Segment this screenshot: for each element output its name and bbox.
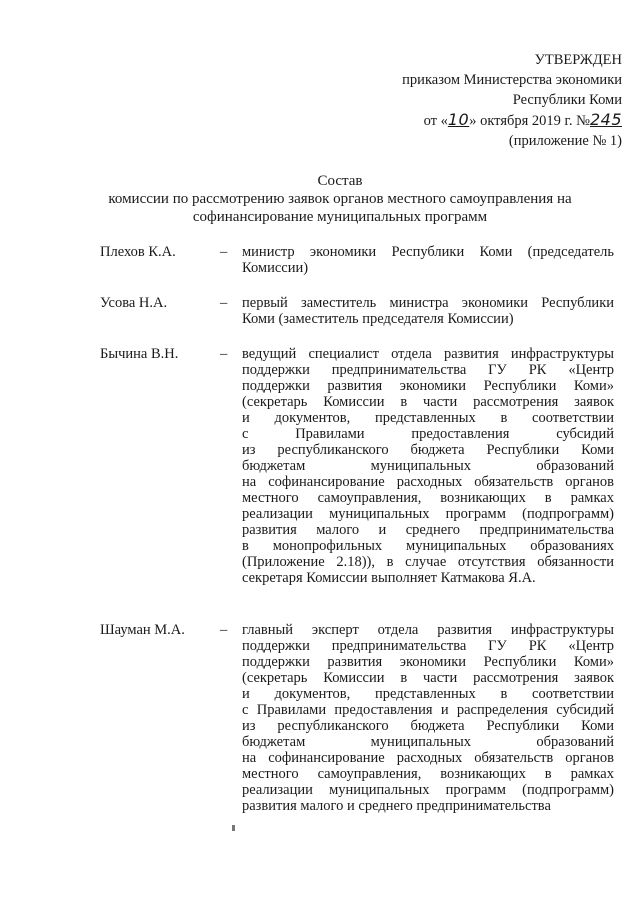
member-name: Бычина В.Н.: [100, 346, 179, 362]
role-line: (Приложение 2.18)), в случае отсутствия обязанности: [242, 554, 614, 570]
role-line: развития малого и среднего предпринимательства: [242, 522, 614, 538]
member-name: Плехов К.А.: [100, 244, 176, 260]
role-line: первый заместитель министра экономики Республики: [242, 295, 614, 311]
order-number-handwritten: 245: [589, 110, 622, 129]
member-role: [242, 346, 614, 586]
role-line: реализации муниципальных программ (подпрограмм): [242, 782, 614, 798]
approval-heading: УТВЕРЖДЕН: [534, 52, 622, 68]
document-title: [60, 172, 620, 226]
role-line: на софинансирование расходных обязательств органов: [242, 474, 614, 490]
role-line: поддержки предпринимательства ГУ РК «Центр: [242, 638, 614, 654]
member-name: Шауман М.А.: [100, 622, 185, 638]
member-dash: –: [220, 244, 228, 260]
role-line: и документов, представленных в соответствии: [242, 686, 614, 702]
role-line: с Правилами предоставления субсидий: [242, 426, 614, 442]
member-role: [242, 622, 614, 814]
role-line: Коми (заместитель председателя Комиссии): [242, 311, 514, 327]
role-line: на софинансирование расходных обязательств органов: [242, 750, 614, 766]
role-line: Комиссии): [242, 260, 309, 276]
date-middle: » октября 2019 г. №: [469, 113, 590, 129]
role-line: развития малого и среднего предпринимательства: [242, 798, 551, 814]
member-dash: –: [220, 346, 228, 362]
role-line: и документов, представленных в соответствии: [242, 410, 614, 426]
role-line: поддержки развития экономики Республики Коми»: [242, 378, 614, 394]
role-line: (секретарь Комиссии в части рассмотрения заявок: [242, 670, 614, 686]
role-line: поддержки предпринимательства ГУ РК «Центр: [242, 362, 614, 378]
role-line: из республиканского бюджета Республики Коми: [242, 718, 614, 734]
role-line: реализации муниципальных программ (подпрограмм): [242, 506, 614, 522]
member-role: [242, 295, 614, 327]
role-line: бюджетам муниципальных образований: [242, 734, 614, 750]
title-line-3: софинансирование муниципальных программ: [192, 209, 488, 225]
role-line: главный эксперт отдела развития инфраструктуры: [242, 622, 614, 638]
role-line: секретаря Комиссии выполняет Катмакова Я.А.: [242, 570, 536, 586]
role-line: местного самоуправления, возникающих в рамках: [242, 490, 614, 506]
date-prefix: от «: [423, 113, 448, 129]
role-line: местного самоуправления, возникающих в рамках: [242, 766, 614, 782]
member-dash: –: [220, 295, 228, 311]
member-role: [242, 244, 614, 276]
title-line-2: комиссии по рассмотрению заявок органов местного самоуправления на: [108, 191, 572, 207]
member-name: Усова Н.А.: [100, 295, 168, 311]
role-line: из республиканского бюджета Республики Коми: [242, 442, 614, 458]
title-line-1: Состав: [317, 173, 363, 189]
approval-stamp: [342, 50, 622, 151]
role-line: с Правилами предоставления и распределения субсидий: [242, 702, 614, 718]
role-line: министр экономики Республики Коми (председатель: [242, 244, 614, 260]
approval-republic-line: Республики Коми: [512, 92, 622, 108]
appendix-label: (приложение № 1): [508, 133, 622, 149]
role-line: в монопрофильных муниципальных образованиях: [242, 538, 614, 554]
role-line: (секретарь Комиссии в части рассмотрения заявок: [242, 394, 614, 410]
role-line: ведущий специалист отдела развития инфраструктуры: [242, 346, 614, 362]
approval-order-line: приказом Министерства экономики: [402, 72, 622, 88]
member-dash: –: [220, 622, 228, 638]
date-day-handwritten: 10: [447, 110, 470, 129]
scan-artifact: [232, 825, 235, 831]
role-line: поддержки развития экономики Республики Коми»: [242, 654, 614, 670]
role-line: бюджетам муниципальных образований: [242, 458, 614, 474]
approval-date-line: [342, 110, 622, 131]
